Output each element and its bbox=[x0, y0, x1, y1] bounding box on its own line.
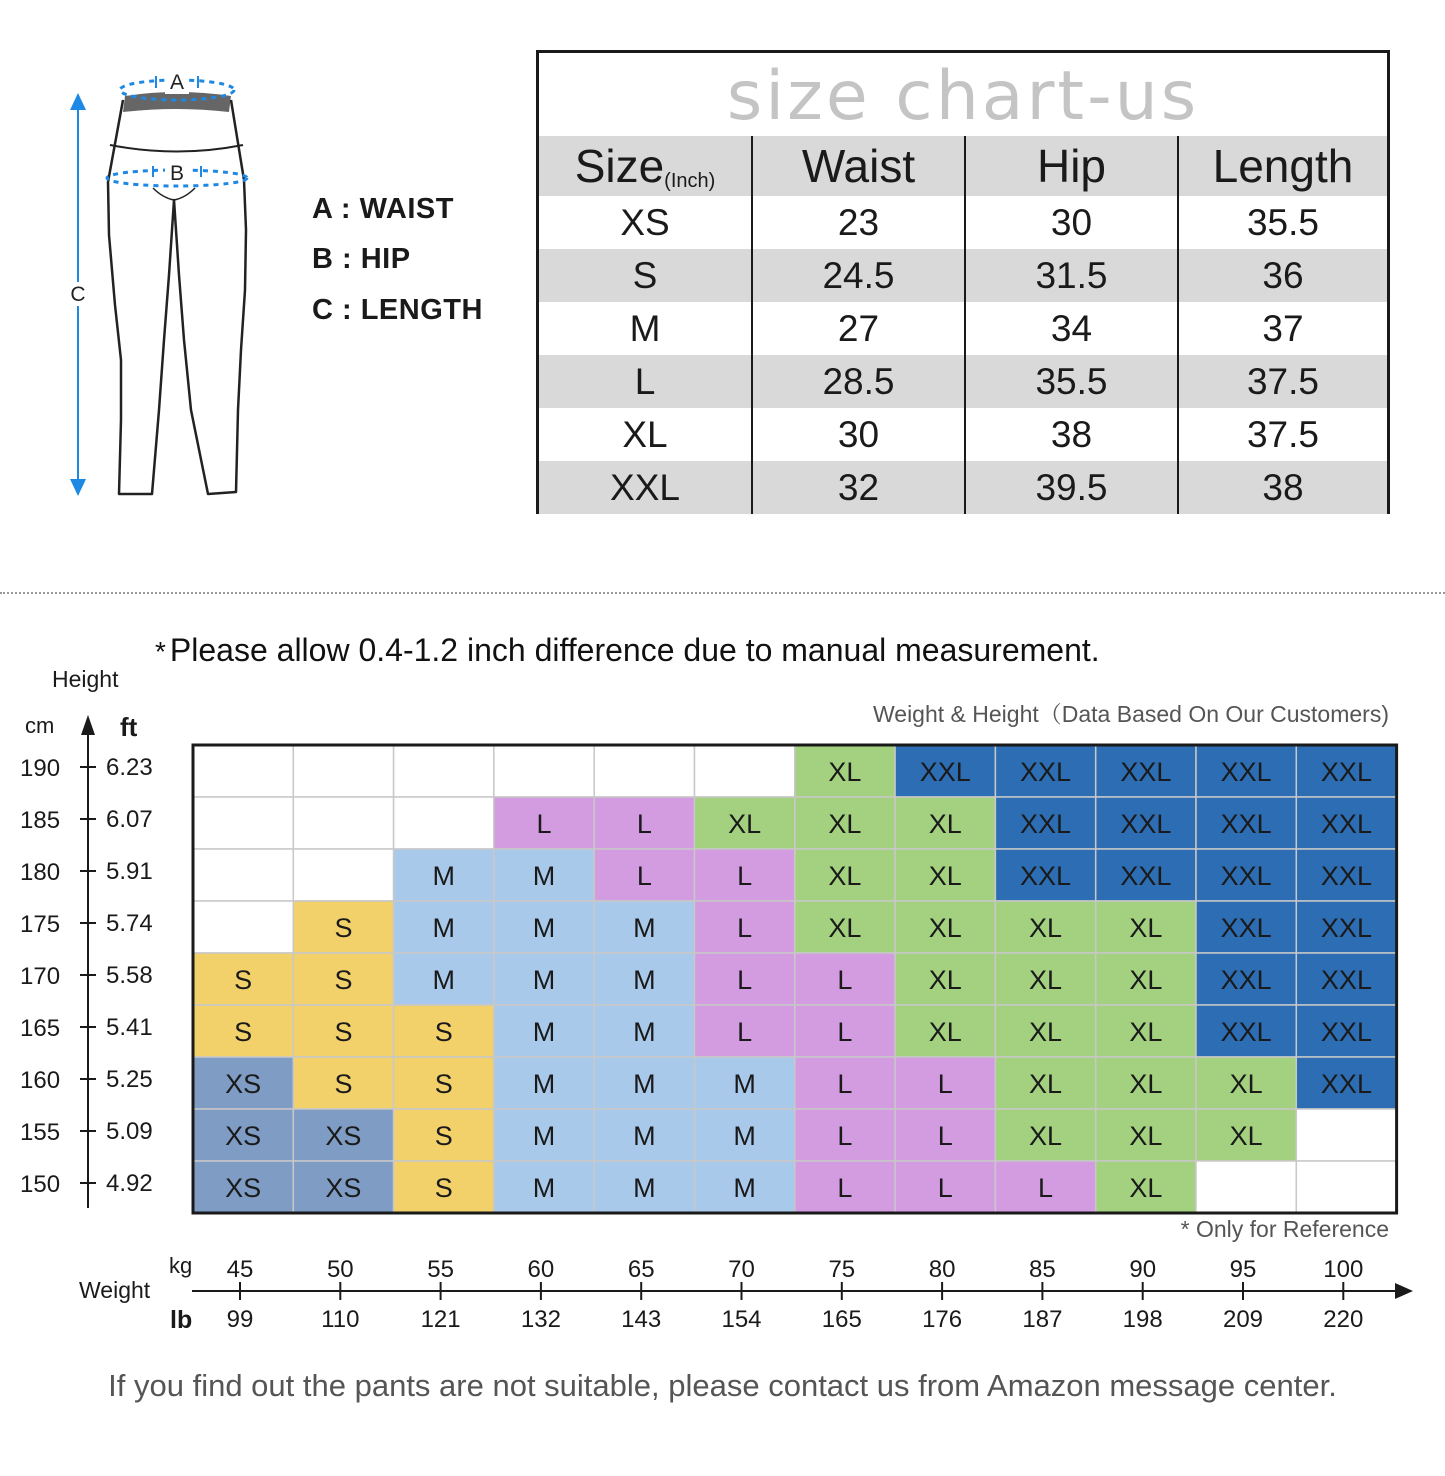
x-tick-label-kg: 65 bbox=[627, 1256, 655, 1283]
pants-outline bbox=[108, 100, 246, 494]
heatmap-cell-label: L bbox=[937, 1121, 953, 1151]
heatmap-cell-label: XXL bbox=[1020, 861, 1072, 891]
heatmap-cell-label: L bbox=[636, 809, 652, 839]
heatmap-cell-label: XS bbox=[325, 1173, 362, 1203]
heatmap-cell-label: S bbox=[434, 1017, 453, 1047]
heatmap-cell-label: M bbox=[633, 965, 656, 995]
y-tick-label-cm: 160 bbox=[20, 1067, 61, 1094]
note-star: * bbox=[155, 636, 166, 667]
heatmap-cell bbox=[1196, 1161, 1296, 1213]
heatmap-cell-label: XXL bbox=[1320, 809, 1372, 839]
x-tick-label-kg: 70 bbox=[728, 1256, 755, 1283]
chart-grid bbox=[193, 745, 1397, 1213]
cell-length: 37.5 bbox=[1178, 408, 1387, 461]
heatmap-cell bbox=[293, 745, 393, 797]
heatmap-cell-label: XXL bbox=[1320, 861, 1372, 891]
heatmap-cell-label: S bbox=[334, 965, 353, 995]
y-tick-label-ft: 6.07 bbox=[106, 806, 153, 833]
heatmap-cell-label: XXL bbox=[1120, 757, 1172, 787]
heatmap-cell-label: M bbox=[633, 1017, 656, 1047]
heatmap-cell-label: XXL bbox=[1320, 1017, 1372, 1047]
heatmap-cell-label: L bbox=[837, 1121, 853, 1151]
x-tick-label-kg: 80 bbox=[928, 1256, 956, 1283]
heatmap-cell-label: XL bbox=[1029, 1017, 1063, 1047]
heatmap-cell bbox=[494, 745, 594, 797]
heatmap-cell-label: XXL bbox=[919, 757, 971, 787]
cell-length: 35.5 bbox=[1178, 196, 1387, 249]
heatmap-cell-label: M bbox=[532, 1017, 556, 1047]
heatmap-cell-label: S bbox=[334, 913, 353, 943]
heatmap-cell bbox=[1296, 1161, 1396, 1213]
y-tick-label-ft: 5.74 bbox=[106, 910, 153, 937]
heatmap-cell-label: L bbox=[937, 1069, 953, 1099]
heatmap-cell-label: M bbox=[733, 1069, 756, 1099]
heatmap-cell-label: L bbox=[837, 1069, 853, 1099]
heatmap-cell-label: XXL bbox=[1120, 861, 1172, 891]
heatmap-cell-label: L bbox=[937, 1173, 953, 1203]
heatmap-cell-label: L bbox=[536, 809, 552, 839]
x-tick-label-lb: 165 bbox=[821, 1306, 862, 1333]
heatmap-cell-label: S bbox=[334, 1017, 353, 1047]
heatmap-cell-label: XL bbox=[1129, 913, 1163, 943]
heatmap-cell-label: M bbox=[532, 1069, 556, 1099]
x-tick-label-lb: 209 bbox=[1222, 1306, 1264, 1333]
heatmap-cell-label: XXL bbox=[1020, 757, 1072, 787]
heatmap-cell-label: M bbox=[532, 913, 556, 943]
label-b: B bbox=[169, 162, 185, 185]
cell-hip: 31.5 bbox=[965, 249, 1178, 302]
heatmap-cell-label: XL bbox=[1029, 1121, 1063, 1151]
length-arrow-top-head bbox=[70, 93, 86, 110]
heatmap-cell-label: L bbox=[837, 1173, 853, 1203]
heatmap-cell-label: M bbox=[532, 861, 556, 891]
waistband bbox=[123, 92, 231, 112]
y-unit-ft: ft bbox=[120, 712, 138, 742]
cell-size: XXL bbox=[539, 461, 752, 514]
heatmap-cell-label: XL bbox=[1129, 965, 1163, 995]
y-tick-label-ft: 6.23 bbox=[106, 754, 153, 781]
heatmap-cell-label: XXL bbox=[1320, 913, 1372, 943]
heatmap-cell-label: M bbox=[733, 1173, 756, 1203]
heatmap-cell-label: M bbox=[532, 1173, 556, 1203]
heatmap-cell-label: XXL bbox=[1120, 809, 1172, 839]
pants-diagram bbox=[55, 60, 265, 510]
y-tick-label-cm: 185 bbox=[20, 807, 61, 834]
heatmap-cell bbox=[293, 797, 393, 849]
x-tick-label-kg: 90 bbox=[1129, 1256, 1157, 1283]
x-tick-label-lb: 99 bbox=[226, 1306, 254, 1333]
heatmap-cell-label: XL bbox=[1129, 1017, 1163, 1047]
cell-waist: 23 bbox=[752, 196, 965, 249]
x-axis-arrowhead bbox=[1395, 1283, 1413, 1299]
table-row bbox=[539, 196, 1387, 249]
chart-title: Weight & Height（Data Based On Our Customers) bbox=[872, 701, 1389, 727]
heatmap-cell bbox=[193, 901, 293, 953]
table-row bbox=[539, 408, 1387, 461]
heatmap-cell bbox=[695, 745, 795, 797]
cell-length: 36 bbox=[1178, 249, 1387, 302]
cell-hip: 35.5 bbox=[965, 355, 1178, 408]
heatmap-cell-label: L bbox=[1038, 1173, 1054, 1203]
heatmap-cell bbox=[1296, 1109, 1396, 1161]
x-tick-label-kg: 85 bbox=[1029, 1256, 1056, 1283]
cell-hip: 34 bbox=[965, 302, 1178, 355]
heatmap-cell-label: XXL bbox=[1320, 757, 1372, 787]
heatmap-cell-label: XL bbox=[928, 1017, 962, 1047]
legend-waist: A : WAIST bbox=[312, 193, 454, 225]
cell-hip: 39.5 bbox=[965, 461, 1178, 514]
heatmap-cell-label: XL bbox=[1229, 1121, 1263, 1151]
x-tick-label-lb: 143 bbox=[621, 1306, 662, 1333]
heatmap-cell-label: M bbox=[532, 965, 556, 995]
x-tick-label-lb: 198 bbox=[1122, 1306, 1163, 1333]
size-table bbox=[539, 136, 1387, 514]
heatmap-cell-label: L bbox=[636, 861, 652, 891]
x-unit-kg: kg bbox=[169, 1253, 193, 1278]
heatmap-cell-label: XL bbox=[828, 861, 862, 891]
x-tick-label-lb: 154 bbox=[721, 1306, 762, 1333]
y-tick-label-cm: 180 bbox=[20, 859, 61, 886]
x-axis-label: Weight bbox=[79, 1277, 151, 1303]
heatmap-cell-label: XL bbox=[828, 809, 862, 839]
x-tick-label-lb: 187 bbox=[1022, 1306, 1063, 1333]
heatmap-cell-label: XL bbox=[928, 913, 962, 943]
x-tick-label-kg: 55 bbox=[427, 1256, 454, 1283]
cell-waist: 30 bbox=[752, 408, 965, 461]
heatmap-cell-label: M bbox=[733, 1121, 756, 1151]
heatmap-cell-label: XXL bbox=[1320, 1069, 1372, 1099]
heatmap-cell-label: L bbox=[737, 913, 753, 943]
y-tick-label-cm: 175 bbox=[20, 911, 61, 938]
x-tick-label-lb: 110 bbox=[321, 1306, 360, 1333]
heatmap-cell-label: S bbox=[434, 1173, 453, 1203]
y-tick-label-ft: 5.91 bbox=[106, 858, 153, 885]
header-size: Size (Inch) bbox=[539, 136, 752, 196]
table-row bbox=[539, 249, 1387, 302]
size-chart-title: size chart-us bbox=[726, 57, 1200, 136]
heatmap-cell-label: XXL bbox=[1220, 1017, 1272, 1047]
heatmap-cell-label: XXL bbox=[1020, 809, 1072, 839]
cell-size: XS bbox=[539, 196, 752, 249]
header-unit: (Inch) bbox=[664, 170, 716, 192]
heatmap-cell-label: S bbox=[434, 1121, 453, 1151]
heatmap-cell-label: XL bbox=[1029, 965, 1063, 995]
heatmap-cell-label: XL bbox=[828, 757, 862, 787]
heatmap-cell-label: S bbox=[434, 1069, 453, 1099]
heatmap-cell bbox=[193, 849, 293, 901]
heatmap-cell-label: XXL bbox=[1220, 861, 1272, 891]
cell-length: 38 bbox=[1178, 461, 1387, 514]
y-tick-label-ft: 5.41 bbox=[106, 1014, 153, 1041]
legend-hip: B : HIP bbox=[312, 243, 411, 275]
heatmap-cell-label: S bbox=[234, 965, 253, 995]
weight-height-chart bbox=[0, 660, 1445, 1360]
y-tick-label-ft: 5.25 bbox=[106, 1066, 153, 1093]
cell-waist: 28.5 bbox=[752, 355, 965, 408]
heatmap-cell-label: L bbox=[837, 965, 853, 995]
heatmap-cell-label: L bbox=[737, 861, 753, 891]
cell-size: S bbox=[539, 249, 752, 302]
note-text: Please allow 0.4-1.2 inch difference due to manual measurement. bbox=[169, 632, 1100, 668]
cell-size: M bbox=[539, 302, 752, 355]
y-axis-arrowhead bbox=[81, 715, 95, 735]
heatmap-cell-label: XXL bbox=[1220, 809, 1272, 839]
table-row bbox=[539, 461, 1387, 514]
heatmap-cell-label: XXL bbox=[1220, 965, 1272, 995]
header-waist: Waist bbox=[752, 136, 965, 196]
heatmap-cell-label: S bbox=[234, 1017, 253, 1047]
heatmap-cell-label: M bbox=[633, 1121, 656, 1151]
heatmap-cell-label: M bbox=[633, 1069, 656, 1099]
x-tick-label-lb: 121 bbox=[420, 1306, 461, 1333]
heatmap-cell-label: XL bbox=[928, 965, 962, 995]
heatmap-cell-label: XL bbox=[1129, 1069, 1163, 1099]
y-tick-label-cm: 170 bbox=[20, 963, 61, 990]
section-divider bbox=[0, 592, 1445, 594]
heatmap-cell bbox=[594, 745, 694, 797]
y-tick-label-cm: 155 bbox=[20, 1119, 61, 1146]
length-arrow-bottom-head bbox=[70, 479, 86, 496]
legend-length: C : LENGTH bbox=[312, 294, 483, 326]
heatmap-cell-label: XL bbox=[928, 861, 962, 891]
size-chart bbox=[536, 50, 1390, 514]
heatmap-cell-label: M bbox=[432, 965, 455, 995]
heatmap-cell bbox=[394, 745, 494, 797]
heatmap-cell-label: XL bbox=[728, 809, 762, 839]
x-tick-label-lb: 132 bbox=[520, 1306, 561, 1333]
y-tick-label-ft: 5.09 bbox=[106, 1118, 153, 1145]
heatmap-cell bbox=[193, 797, 293, 849]
cell-waist: 32 bbox=[752, 461, 965, 514]
heatmap-cell-label: XS bbox=[225, 1121, 262, 1151]
y-tick-label-cm: 165 bbox=[20, 1015, 61, 1042]
x-tick-label-kg: 100 bbox=[1323, 1256, 1364, 1283]
heatmap-cell-label: XL bbox=[1129, 1173, 1163, 1203]
heatmap-cell-label: XS bbox=[325, 1121, 362, 1151]
heatmap-cell-label: XL bbox=[828, 913, 862, 943]
heatmap-cell bbox=[193, 745, 293, 797]
heatmap-cell-label: XXL bbox=[1220, 913, 1272, 943]
heatmap-cell-label: L bbox=[837, 1017, 853, 1047]
reference-note: * Only for Reference bbox=[1180, 1216, 1389, 1242]
heatmap-cell-label: L bbox=[737, 965, 753, 995]
x-tick-label-lb: 176 bbox=[922, 1306, 963, 1333]
x-tick-label-kg: 75 bbox=[828, 1256, 856, 1283]
heatmap-cell-label: XL bbox=[1029, 1069, 1063, 1099]
footer-message: If you find out the pants are not suitable, please contact us from Amazon message center. bbox=[108, 1368, 1337, 1403]
heatmap-cell-label: L bbox=[737, 1017, 753, 1047]
heatmap-cell-label: XS bbox=[225, 1173, 262, 1203]
y-tick-label-cm: 150 bbox=[20, 1171, 61, 1198]
header-length: Length bbox=[1178, 136, 1387, 196]
heatmap-cell-label: XXL bbox=[1320, 965, 1372, 995]
x-tick-label-kg: 60 bbox=[527, 1256, 555, 1283]
cell-waist: 27 bbox=[752, 302, 965, 355]
size-table-header bbox=[539, 136, 1387, 196]
heatmap-cell-label: XS bbox=[225, 1069, 262, 1099]
y-tick-label-ft: 5.58 bbox=[106, 962, 153, 989]
x-unit-lb: lb bbox=[170, 1306, 193, 1334]
cell-waist: 24.5 bbox=[752, 249, 965, 302]
heatmap-cell-label: M bbox=[633, 913, 656, 943]
heatmap-cell bbox=[394, 797, 494, 849]
x-tick-label-lb: 220 bbox=[1323, 1306, 1364, 1333]
heatmap-cell-label: XL bbox=[1229, 1069, 1263, 1099]
label-c: C bbox=[70, 283, 86, 306]
heatmap-cell-label: M bbox=[432, 913, 455, 943]
x-tick-label-kg: 45 bbox=[226, 1256, 254, 1283]
cell-size: L bbox=[539, 355, 752, 408]
heatmap-cell-label: M bbox=[432, 861, 455, 891]
y-axis-label: Height bbox=[52, 666, 119, 692]
y-tick-label-cm: 190 bbox=[20, 755, 61, 782]
heatmap-cell-label: M bbox=[532, 1121, 556, 1151]
x-tick-label-kg: 50 bbox=[326, 1256, 354, 1283]
x-tick-label-kg: 95 bbox=[1229, 1256, 1257, 1283]
heatmap-cell-label: XXL bbox=[1220, 757, 1272, 787]
table-row bbox=[539, 355, 1387, 408]
heatmap-cell bbox=[293, 849, 393, 901]
cell-length: 37.5 bbox=[1178, 355, 1387, 408]
table-row bbox=[539, 302, 1387, 355]
y-unit-cm: cm bbox=[25, 713, 55, 738]
heatmap-cell-label: XL bbox=[1029, 913, 1063, 943]
heatmap-cell-label: M bbox=[633, 1173, 656, 1203]
heatmap-cell-label: S bbox=[334, 1069, 353, 1099]
header-hip: Hip bbox=[965, 136, 1178, 196]
cell-hip: 30 bbox=[965, 196, 1178, 249]
cell-hip: 38 bbox=[965, 408, 1178, 461]
cell-size: XL bbox=[539, 408, 752, 461]
heatmap-cell-label: XL bbox=[928, 809, 962, 839]
label-a: A bbox=[169, 71, 185, 94]
heatmap-cell-label: XL bbox=[1129, 1121, 1163, 1151]
cell-length: 37 bbox=[1178, 302, 1387, 355]
y-tick-label-ft: 4.92 bbox=[106, 1170, 153, 1197]
